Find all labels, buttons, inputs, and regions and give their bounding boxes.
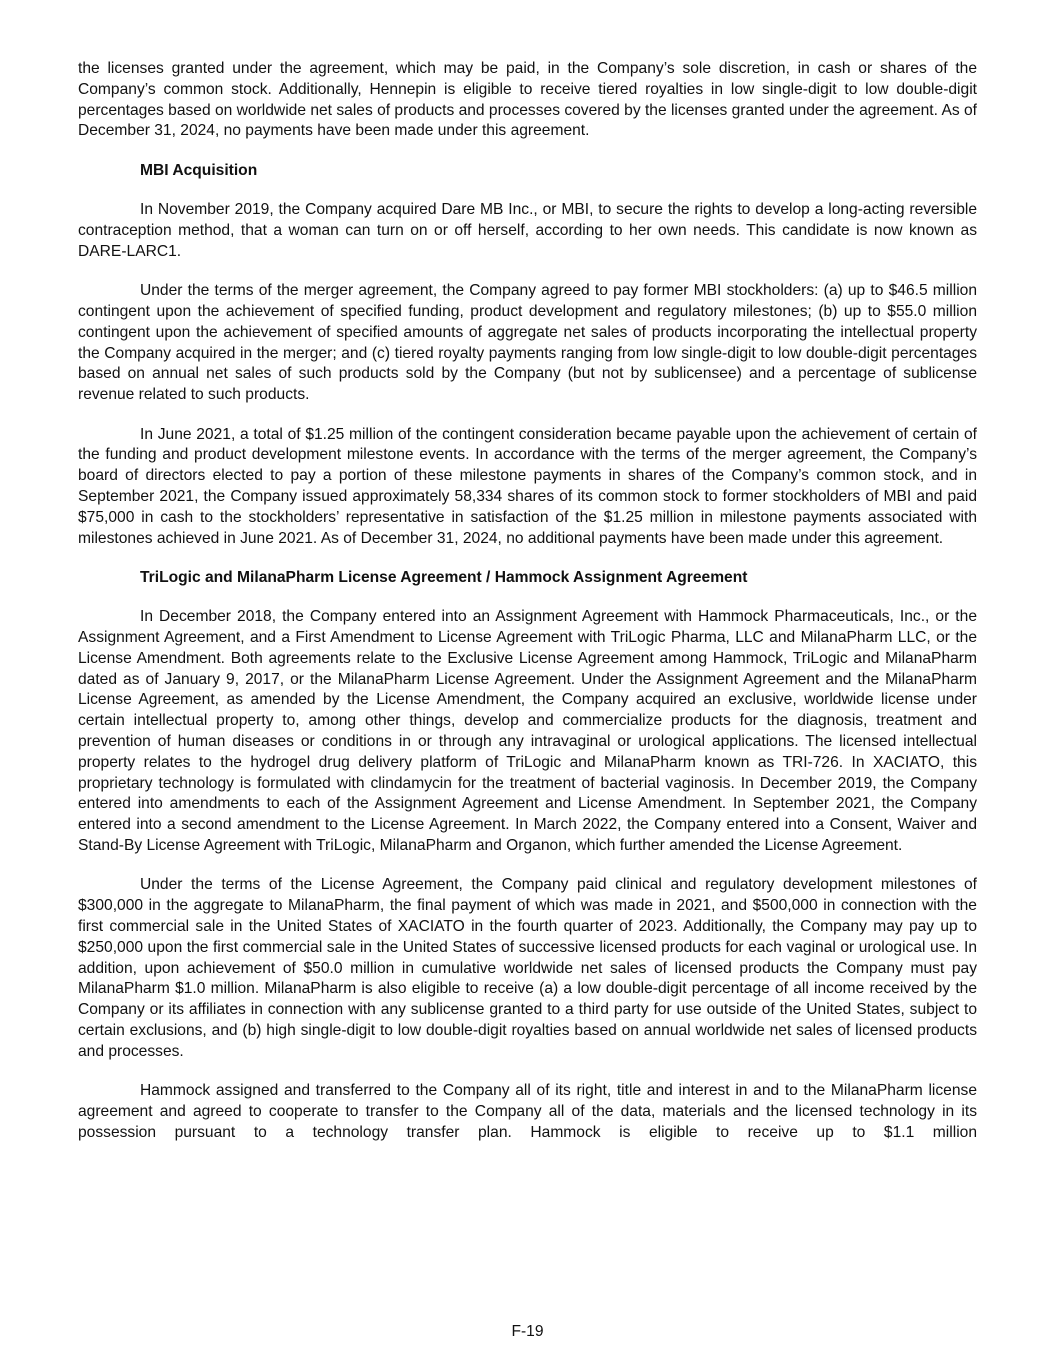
paragraph-hennepin-continuation: the licenses granted under the agreement, which may be paid, in the Company’s sole discretion, in cash or shares of the Company’s common stock. Additionally, Hennepin is eligible to receive tiered royalties in low single-digit to low double-digit percentages based on worldwide net sales of products and processes covered by the licenses granted under the agreement. As of December 31, 2024, no payments have been made under this agreement.: [78, 60, 977, 140]
page-number: F-19: [511, 1323, 544, 1340]
paragraph-hammock-transfer: Hammock assigned and transferred to the Company all of its right, title and interest in and to the MilanaPharm license agreement and agreed to cooperate to transfer to the Company all of the data, materials and the licensed technology in its possession pursuant to a technology transfer plan. Hammock is eligible to receive up to $1.1 million: [78, 1082, 977, 1141]
paragraph-mbi-overview: In November 2019, the Company acquired Dare MB Inc., or MBI, to secure the rights to develop a long-acting reversible contraception method, that a woman can turn on or off herself, according to her own needs. This candidate is now known as DARE-LARC1.: [78, 201, 977, 260]
paragraph-mbi-merger-terms: Under the terms of the merger agreement, the Company agreed to pay former MBI stockholders: (a) up to $46.5 million contingent upon the achievement of specified funding, product development and regulatory milestones; (b) up to $55.0 million contingent upon the achievement of specified amounts of aggregate net sales of products incorporating the intellectual property the Company acquired in the merger; and (c) tiered royalty payments ranging from low single-digit to low double-digit percentages based on annual net sales of such products sold by the Company (but not by sublicensee) and a percentage of sublicense revenue related to such products.: [78, 282, 977, 404]
paragraph-mbi-milestone-payments: In June 2021, a total of $1.25 million of the contingent consideration became payable upon the achievement of certain of the funding and product development milestone events. In accordance with the terms of the merger agreement, the Company’s board of directors elected to pay a portion of these milestone payments in shares of the Company’s common stock, and in September 2021, the Company issued approximately 58,334 shares of its common stock to former stockholders of MBI and paid $75,000 in cash to the stockholders’ representative in satisfaction of the $1.25 million in milestone payments associated with milestones achieved in June 2021. As of December 31, 2024, no additional payments have been made under this agreement.: [78, 425, 977, 547]
paragraph-assignment-agreement: In December 2018, the Company entered into an Assignment Agreement with Hammock Pharmaceuticals, Inc., or the Assignment Agreement, and a First Amendment to License Agreement with TriLogic Pharma, LLC and MilanaPharm LLC, or the License Amendment. Both agreements relate to the Exclusive License Agreement among Hammock, TriLogic and MilanaPharm dated as of January 9, 2017, or the MilanaPharm License Agreement. Under the Assignment Agreement and the MilanaPharm License Agreement, as amended by the License Amendment, the Company acquired an exclusive, worldwide license under certain intellectual property to, among other things, develop and commercialize products for the diagnosis, treatment and prevention of human diseases or conditions in or through any intravaginal or urological applications. The licensed intellectual property relates to the hydrogel drug delivery platform of TriLogic and MilanaPharm known as TRI-726. In XACIATO, this proprietary technology is formulated with clindamycin for the treatment of bacterial vaginosis. In December 2019, the Company entered into amendments to each of the Assignment Agreement and License Amendment. In September 2021, the Company entered into a second amendment to the License Agreement. In March 2022, the Company entered into a Consent, Waiver and Stand-By License Agreement with TriLogic, MilanaPharm and Organon, which further amended the License Agreement.: [78, 608, 977, 855]
section-heading-trilogic-milanapharm: TriLogic and MilanaPharm License Agreement / Hammock Assignment Agreement: [140, 568, 748, 586]
document-body: [78, 59, 977, 1162]
section-heading-mbi-acquisition: MBI Acquisition: [140, 161, 258, 179]
paragraph-license-agreement-terms: Under the terms of the License Agreement, the Company paid clinical and regulatory development milestones of $300,000 in the aggregate to MilanaPharm, the final payment of which was made in 2021, and $500,000 in connection with the first commercial sale in the United States of XACIATO in the fourth quarter of 2023. Additionally, the Company may pay up to $250,000 upon the first commercial sale in the United States of successive licensed products for each vaginal or urological use. In addition, upon achievement of $50.0 million in cumulative worldwide net sales of licensed products the Company must pay MilanaPharm $1.0 million. MilanaPharm is also eligible to receive (a) a low double-digit percentage of all income received by the Company or its affiliates in connection with any sublicense granted to a third party for use outside of the United States, subject to certain exclusions, and (b) high single-digit to low double-digit royalties based on annual worldwide net sales of licensed products and processes.: [78, 876, 977, 1060]
